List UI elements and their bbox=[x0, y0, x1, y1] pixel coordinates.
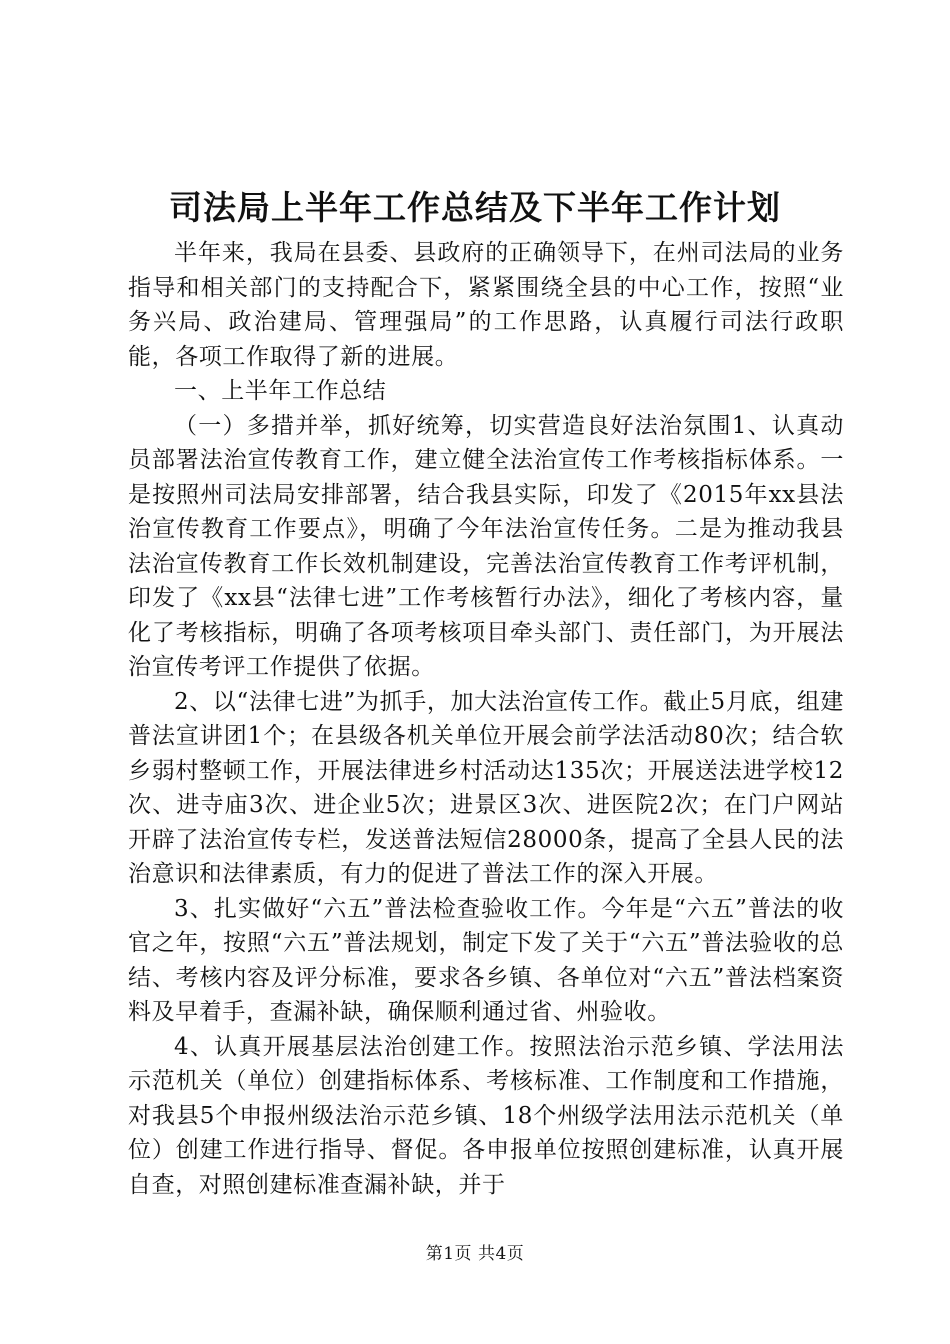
body-paragraph: 2、以“法律七进”为抓手，加大法治宣传工作。截止5月底，组建普法宣讲团1个；在县级各机关单位开展会前学法活动80次；结合软乡弱村整顿工作，开展法律进乡村活动达135次；开展送法进学校12次、进寺庙3次、进企业5次；进景区3次、进医院2次；在门户网站开辟了法治宣传专栏，发送普法短信28000条，提高了全县人民的法治意识和法律素质，有力的促进了普法工作的深入开展。 bbox=[128, 688, 844, 887]
intro-paragraph: 半年来，我局在县委、县政府的正确领导下，在州司法局的业务指导和相关部门的支持配合下，紧紧围绕全县的中心工作，按照“业务兴局、政治建局、管理强局”的工作思路，认真履行司法行政职能，各项工作取得了新的进展。 bbox=[128, 240, 844, 370]
document-body bbox=[128, 236, 844, 1202]
body-paragraph: 3、扎实做好“六五”普法检查验收工作。今年是“六五”普法的收官之年，按照“六五”普法规划，制定下发了关于“六五”普法验收的总结、考核内容及评分标准，要求各乡镇、各单位对“六五”普法档案资料及早着手，查漏补缺，确保顺利通过省、州验收。 bbox=[128, 895, 844, 1025]
body-paragraph: （一）多措并举，抓好统筹，切实营造良好法治氛围1、认真动员部署法治宣传教育工作，建立健全法治宣传工作考核指标体系。一是按照州司法局安排部署，结合我县实际，印发了《2015年xx县法治宣传教育工作要点》，明确了今年法治宣传任务。二是为推动我县法治宣传教育工作长效机制建设，完善法治宣传教育工作考评机制，印发了《xx县“法律七进”工作考核暂行办法》，细化了考核内容，量化了考核指标，明确了各项考核项目牵头部门、责任部门，为开展法治宣传考评工作提供了依据。 bbox=[128, 412, 844, 680]
section-heading: 一、上半年工作总结 bbox=[174, 378, 387, 404]
body-paragraph: 4、认真开展基层法治创建工作。按照法治示范乡镇、学法用法示范机关（单位）创建指标体系、考核标准、工作制度和工作措施，对我县5个申报州级法治示范乡镇、18个州级学法用法示范机关（单位）创建工作进行指导、督促。各申报单位按照创建标准，认真开展自查，对照创建标准查漏补缺，并于 bbox=[128, 1033, 844, 1198]
document-title: 司法局上半年工作总结及下半年工作计划 bbox=[169, 188, 781, 227]
page-footer: 第1页 共4页 bbox=[425, 1244, 525, 1264]
